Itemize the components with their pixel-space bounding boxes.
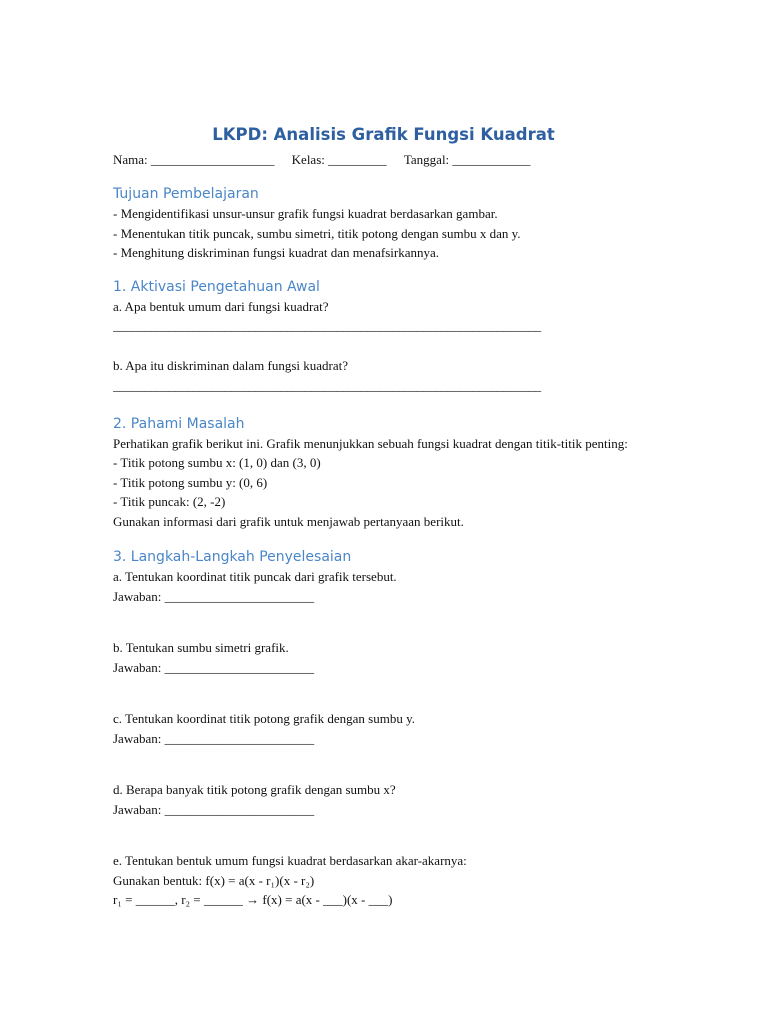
tujuan-item: - Mengidentifikasi unsur-unsur grafik fungsi kuadrat berdasarkan gambar. [113, 206, 498, 221]
tujuan-item: - Menghitung diskriminan fungsi kuadrat dan menafsirkannya. [113, 245, 440, 260]
question-3e: e. Tentukan bentuk umum fungsi kuadrat berdasarkan akar-akarnya: [113, 853, 467, 868]
question-1b: b. Apa itu diskriminan dalam fungsi kuadrat? [113, 358, 349, 373]
answer-field-3d[interactable]: Jawaban: _______________________ [113, 801, 315, 817]
page-title: LKPD: Analisis Grafik Fungsi Kuadrat [212, 125, 555, 144]
answer-field-3e[interactable]: r₁ = ______, r₂ = ______ → f(x) = a(x - ___)(x - ___) [113, 892, 393, 907]
tujuan-heading: Tujuan Pembelajaran [113, 186, 259, 202]
question-3d: d. Berapa banyak titik potong grafik dengan sumbu x? [113, 782, 396, 797]
student-info-row [113, 151, 673, 169]
section-3-heading: 3. Langkah-Langkah Penyelesaian [113, 549, 352, 565]
question-3e-form: Gunakan bentuk: f(x) = a(x - r₁)(x - r₂) [113, 872, 315, 888]
tujuan-item: - Menentukan titik puncak, sumbu simetri, titik potong dengan sumbu x dan y. [113, 225, 521, 241]
answer-line-1a[interactable]: _____________________________________________________________________ [113, 318, 541, 333]
answer-field-3c[interactable]: Jawaban: _______________________ [113, 730, 315, 746]
info-item: - Titik puncak: (2, -2) [113, 494, 226, 509]
answer-field-3a[interactable]: Jawaban: _______________________ [113, 588, 315, 604]
section-1-heading: 1. Aktivasi Pengetahuan Awal [113, 278, 320, 295]
tanggal-field[interactable]: Tanggal: ____________ [403, 152, 531, 167]
section-2-closing: Gunakan informasi dari grafik untuk menjawab pertanyaan berikut. [113, 513, 464, 529]
info-item: - Titik potong sumbu y: (0, 6) [113, 474, 268, 490]
worksheet-content [113, 124, 673, 910]
section-2-heading: 2. Pahami Masalah [113, 415, 245, 432]
info-item: - Titik potong sumbu x: (1, 0) dan (3, 0) [113, 455, 321, 470]
answer-line-1b[interactable]: _____________________________________________________________________ [113, 377, 541, 393]
nama-field[interactable]: Nama: ___________________ [113, 152, 275, 167]
question-3a: a. Tentukan koordinat titik puncak dari grafik tersebut. [113, 569, 397, 584]
answer-field-3b[interactable]: Jawaban: _______________________ [113, 659, 315, 675]
kelas-field[interactable]: Kelas: _________ [291, 152, 387, 167]
section-2-intro: Perhatikan grafik berikut ini. Grafik menunjukkan sebuah fungsi kuadrat dengan titik-titik penting: [113, 435, 628, 451]
question-1a: a. Apa bentuk umum dari fungsi kuadrat? [113, 298, 329, 314]
question-3b: b. Tentukan sumbu simetri grafik. [113, 640, 289, 655]
question-3c: c. Tentukan koordinat titik potong grafik dengan sumbu y. [113, 711, 416, 726]
